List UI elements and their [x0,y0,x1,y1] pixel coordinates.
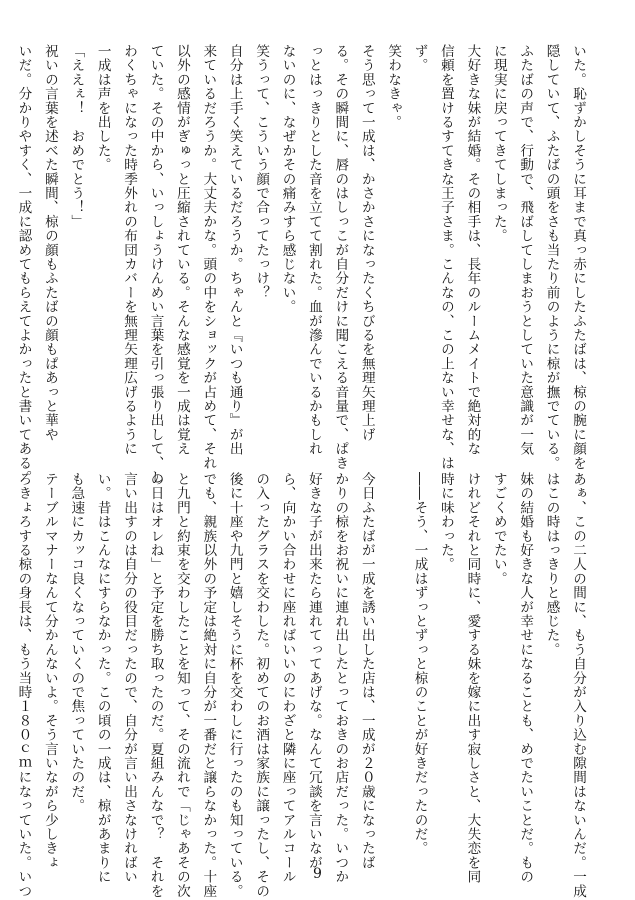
text-line: る。その瞬間に、唇のはしっこが自分だけに聞こえる音量で、ぱき [332,44,349,470]
text-line: い。昔はこんなにすらなかった。この頃の一成は、椋があまりに [94,472,111,884]
text-line: ないのに、なぜかその痛みすら感じない。 [279,44,296,314]
text-line: 信頼を置けるすてきな王子さま。こんなの、この上ない幸せな、は [437,44,454,470]
text-line: ず。 [411,44,428,73]
text-line: ろきょろする椋の身長は、もう当時１８０ｃｍになっていた。いつ [15,472,32,898]
text-line: 以外の感情がぎゅっと圧縮されている。そんな感覚を一成は覚え [173,44,190,456]
text-line: そう思って一成は、かさかさになったくちびるを無理矢理上げ [358,44,375,442]
text-line: わくちゃになった時季外れの布団カバーを無理矢理広げるように [121,44,138,456]
text-line: 笑わなきゃ。 [385,44,402,130]
text-line: けれどそれと同時に、愛する妹を嫁に出す寂しさと、大失恋を同 [464,472,481,884]
text-line: に現実に戻ってきてしまった。 [490,44,507,243]
text-line: 隠していて、ふたばの頭をさも当たり前のように椋が撫でている。 [543,44,560,470]
text-line: いた。恥ずかしそうに耳まで真っ赤にしたふたばは、椋の腕に顔を [570,44,586,470]
text-line: 妹の結婚も好きな人が幸せになることも、めでたいことだ。もの [517,472,534,884]
text-line: いだ。分かりやすく、一成に認めてもらえてよかったと書いてある。 [15,44,32,485]
text-line: あぁ、この二人の間に、もう自分が入り込む隙間はないんだ。一成 [570,472,586,898]
text-line: 自分は上手く笑えているだろうか。ちゃんと『いつも通り』が出 [226,44,243,456]
text-line: ていた。その中から、いっしょうけんめい言葉を引っ張り出して、し [147,44,164,485]
text-line: ふたばの声で、行動で、飛ばしてしまおうとしていた意識が一気 [517,44,534,456]
text-line: 来ているだろうか。大丈夫かな。頭の中をショックが占めて、それ [200,44,217,470]
text-line: はこの時はっきりと感じた。 [543,472,560,657]
text-line: と九門と約束を交わしたことを知って、その流れで「じゃあその次 [173,472,190,898]
text-line: の入ったグラスを交わした。初めてのお酒は家族に譲ったし、その [253,472,270,898]
text-line: 笑うって、こういう顔で合ってたっけ？ [253,44,270,300]
text-line: 大好きな妹が結婚。その相手は、長年のルームメイトで絶対的な [464,44,481,456]
text-line: 今日ふたばが一成を誘い出した店は、一成が２０歳になったば [358,472,375,870]
text-line: 好きな子が出来たら連れてってあげな。なんて冗談を言いなが [305,472,322,870]
text-line: 後に十座や九門と嬉しそうに杯を交わしに行ったのも知っている。 [226,472,243,898]
text-line: ――そう、一成はずっとずっと椋のことが好きだったのだ。 [411,472,428,856]
text-line [380,472,406,844]
text-line: すごくめでたい。 [490,472,507,586]
page-number: 9 [313,866,322,882]
text-line: の日はオレね」と予定を勝ち取ったのだ。夏組みんなで？ それを [147,472,164,898]
text-line: も急速にカッコ良くなっていくので焦っていたのだ。 [68,472,85,813]
text-line: でも、親族以外の予定は絶対に自分が一番だと譲らなかった。十座 [200,472,217,898]
text-line: ら、向かい合わせに座ればいいのにわざと隣に座ってアルコール [279,472,296,884]
text-line: 言い出すのは自分の役目だったので、自分が言い出さなければい [121,472,138,884]
text-line: 祝いの言葉を述べた瞬間、椋の顔もふたばの顔もぱあっと華や [41,44,58,442]
text-line: テーブルマナーなんて分かんないよ。そう言いながら少しきょ [41,472,58,870]
text-line: っとはっきりとした音を立てて割れた。血が滲んでいるかもしれ [305,44,322,456]
text-line: 「ええぇ！ おめでとう！」 [68,44,85,229]
upper-text-block [15,44,591,485]
text-line: 一成は声を出した。 [94,44,111,172]
text-line: かりの椋をお祝いに連れ出したとっておきのお店だった。いつか [332,472,349,884]
text-line: 時に味わった。 [437,472,454,572]
lower-text-block [15,472,591,898]
